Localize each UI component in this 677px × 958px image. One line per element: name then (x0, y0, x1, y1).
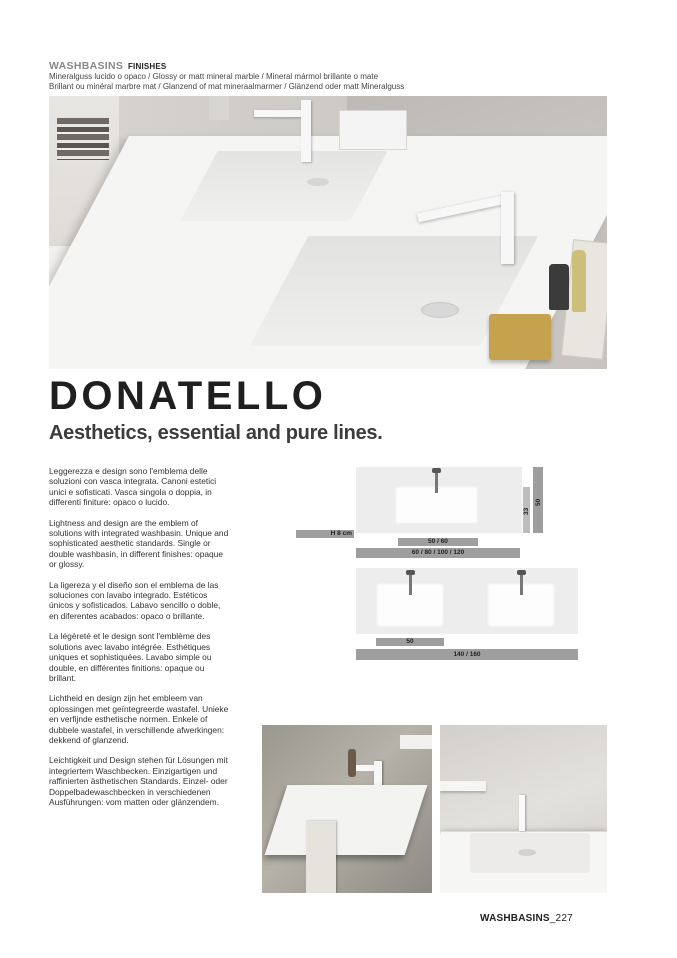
product-title: DONATELLO (49, 374, 327, 418)
photo-basin-closeup (440, 725, 607, 893)
photo1-diffuser (348, 749, 356, 777)
photo2-shelf (440, 781, 486, 791)
hero-photo (49, 96, 607, 369)
double-total-width-dimension: 140 / 160 (356, 649, 578, 660)
finishes-line-2: Brillant ou minéral marbre mat / Glanzend of mat mineraalmarmer / Glänzend oder matt Mineralguss (49, 81, 405, 91)
photo-wall-mounted-basin (262, 725, 432, 893)
description-it: Leggerezza e design sono l'emblema delle soluzioni con vasca integrata. Canoni estetici unici e sofisticati. Vasca singola o doppia, in differenti finiture: opaco o lucido. (49, 466, 217, 508)
finishes-line-1: Mineralguss lucido o opaco / Glossy or matt mineral marble / Mineral mármol brillante o mate (49, 72, 379, 81)
photo1-washbasin (265, 785, 428, 855)
hero-soap-bar (489, 314, 551, 360)
page-number: _227 (549, 913, 573, 924)
description-es: La ligereza y el diseño son el emblema de las soluciones con lavabo integrado. Estéticos únicos y sofisticados. Labavo sencillo o doble, en diferentes acabados: opaco o brillante. (49, 579, 221, 621)
hero-drain-right (421, 302, 459, 318)
finishes-label: FINISHES (127, 62, 167, 71)
page-footer (480, 913, 573, 924)
single-total-width-dimension: 60 / 80 / 100 / 120 (356, 548, 520, 558)
hero-toothbrush-holder (339, 110, 407, 150)
hero-dark-bottle (549, 264, 569, 310)
section-label: WASHBASINS (49, 60, 124, 72)
single-basin-width-dimension: 50 / 60 (398, 538, 478, 546)
depth-inner-label: 33 (523, 507, 530, 515)
double-basin-width-dimension: 50 (376, 638, 444, 646)
double-tap-left-head (406, 570, 415, 575)
dimension-diagram (290, 463, 610, 673)
photo1-towel (306, 821, 336, 893)
description-nl: Lichtheid en design zijn het embleem van oplossingen met geïntegreerde wastafel. Unieke en verfijnde esthetische normen. Enkele of dubbele wastafel, in verschillende afwerkingen: dekkend of glanzend. (49, 693, 229, 745)
description-de: Leichtigkeit und Design stehen für Lösungen mit integriertem Waschbecken. Einzigartigen und raffinierten ästhetischen Standards. Einzel- oder Doppelbadewaschbecken in verschiedenen Ausführungen: vom matten oder glänzendem. (49, 755, 228, 807)
hero-tap-right (501, 192, 514, 264)
photo2-tap (519, 795, 525, 831)
finishes-header (49, 61, 609, 91)
description-column (49, 466, 229, 817)
hero-drain-left (307, 178, 329, 186)
hero-tap-left-spout (254, 110, 306, 117)
photo1-shelf (400, 735, 432, 749)
depth-outer-label: 50 (535, 498, 542, 506)
double-tap-right-head (517, 570, 526, 575)
description-en: Lightness and design are the emblem of solutions with integrated washbasin. Unique and sophisticated aesthetic standards. Single or double washbasin, in different finishes: opaque or glossy. (49, 517, 229, 570)
hero-light-bottle (572, 250, 586, 312)
hero-tap-left (301, 100, 311, 162)
hero-towel (209, 96, 229, 120)
product-tagline: Aesthetics, essential and pure lines. (49, 422, 383, 444)
single-tap-head (432, 468, 441, 473)
hero-books (57, 118, 109, 160)
description-fr: La légèreté et le design sont l'emblème des solutions avec lavabo intégrée. Esthétiques uniques et sophistiquées. Lavabo simple ou double, en différentes finitions: opaque ou brillant. (49, 631, 212, 683)
footer-section: WASHBASINS (480, 913, 550, 924)
height-dimension: H 8 cm (296, 530, 354, 538)
photo2-drain (518, 849, 536, 856)
